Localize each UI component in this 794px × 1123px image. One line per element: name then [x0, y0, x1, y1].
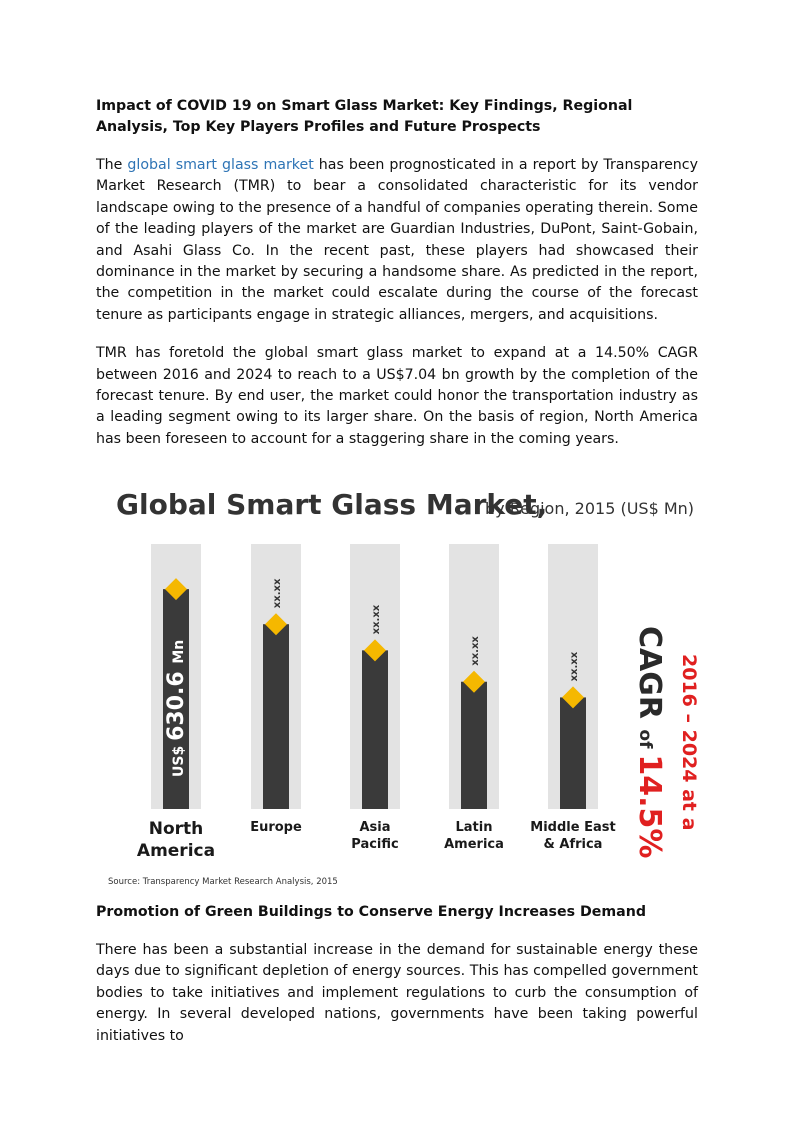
- article-title: Impact of COVID 19 on Smart Glass Market: Key Findings, Regional Analysis, Top Key Players Profiles and Future Prospects: [96, 98, 633, 135]
- cagr-years: 2016 – 2024 at a: [678, 654, 700, 831]
- chart-subtitle: by Region, 2015 (US$ Mn): [485, 499, 695, 518]
- data-label: xx.xx: [470, 636, 481, 666]
- bar: [560, 697, 586, 809]
- paragraph-1-prefix: The: [96, 157, 128, 173]
- smart-glass-market-link[interactable]: global smart glass market: [127, 157, 314, 173]
- cagr-callout: [632, 626, 700, 858]
- article: [96, 96, 698, 467]
- data-label: US$ 630.6 Mn: [164, 639, 189, 777]
- tick-label: Europe: [250, 820, 302, 835]
- bar: [362, 650, 388, 809]
- paragraph-1-body: has been prognosticated in a report by Transparency Market Research (TMR) to bear a consolidated characteristic for its vendor landscape owing to the presence of a handful of companies operating therein. Some of the leading players of the market are Guardian Industries, DuPont, Saint-Gobain, and Asahi Glass Co. In the recent past, these players had showcased their dominance in the market by securing a handsome share. As predicted in the report, the competition in the market could escalate during the course of the forecast tenure as participants engage in strategic alliances, mergers, and acquisitions.: [96, 157, 698, 323]
- section-green-buildings: [96, 902, 698, 1064]
- paragraph-1: [96, 155, 698, 326]
- chart-svg: [96, 478, 704, 890]
- data-label: xx.xx: [569, 651, 580, 682]
- paragraph-2: TMR has foretold the global smart glass market to expand at a 14.50% CAGR between 2016 and 2024 to reach to a US$7.04 bn growth by the completion of the forecast tenure. By end user, the market could honor the transportation industry as a leading segment owing to its larger share. On the basis of region, North America has been foreseen to account for a staggering share in the coming years.: [96, 345, 698, 447]
- tick-label: Asia Pacific: [351, 820, 399, 852]
- data-label: xx.xx: [371, 604, 382, 635]
- chart-source: Source: Transparency Market Research Analysis, 2015: [108, 877, 338, 887]
- tick-label: Middle East & Africa: [530, 820, 616, 852]
- paragraph-3: There has been a substantial increase in the demand for sustainable energy these days due to significant depletion of energy sources. This has compelled government bodies to take initiatives and implement regulations to curb the consumption of energy. In several developed nations, governments have been taking powerful initiatives to: [96, 942, 698, 1044]
- tick-label: Latin America: [444, 820, 504, 852]
- bar: [461, 682, 487, 809]
- tick-label: North America: [136, 819, 216, 861]
- cagr-value: CAGR of 14.5%: [632, 626, 667, 859]
- bars-layer: [137, 544, 616, 861]
- bar: [263, 624, 289, 809]
- section-subheading: Promotion of Green Buildings to Conserve Energy Increases Demand: [96, 904, 646, 920]
- data-label: xx.xx: [272, 578, 283, 609]
- regional-bar-chart: [96, 478, 704, 890]
- chart-title: Global Smart Glass Market,: [116, 488, 548, 521]
